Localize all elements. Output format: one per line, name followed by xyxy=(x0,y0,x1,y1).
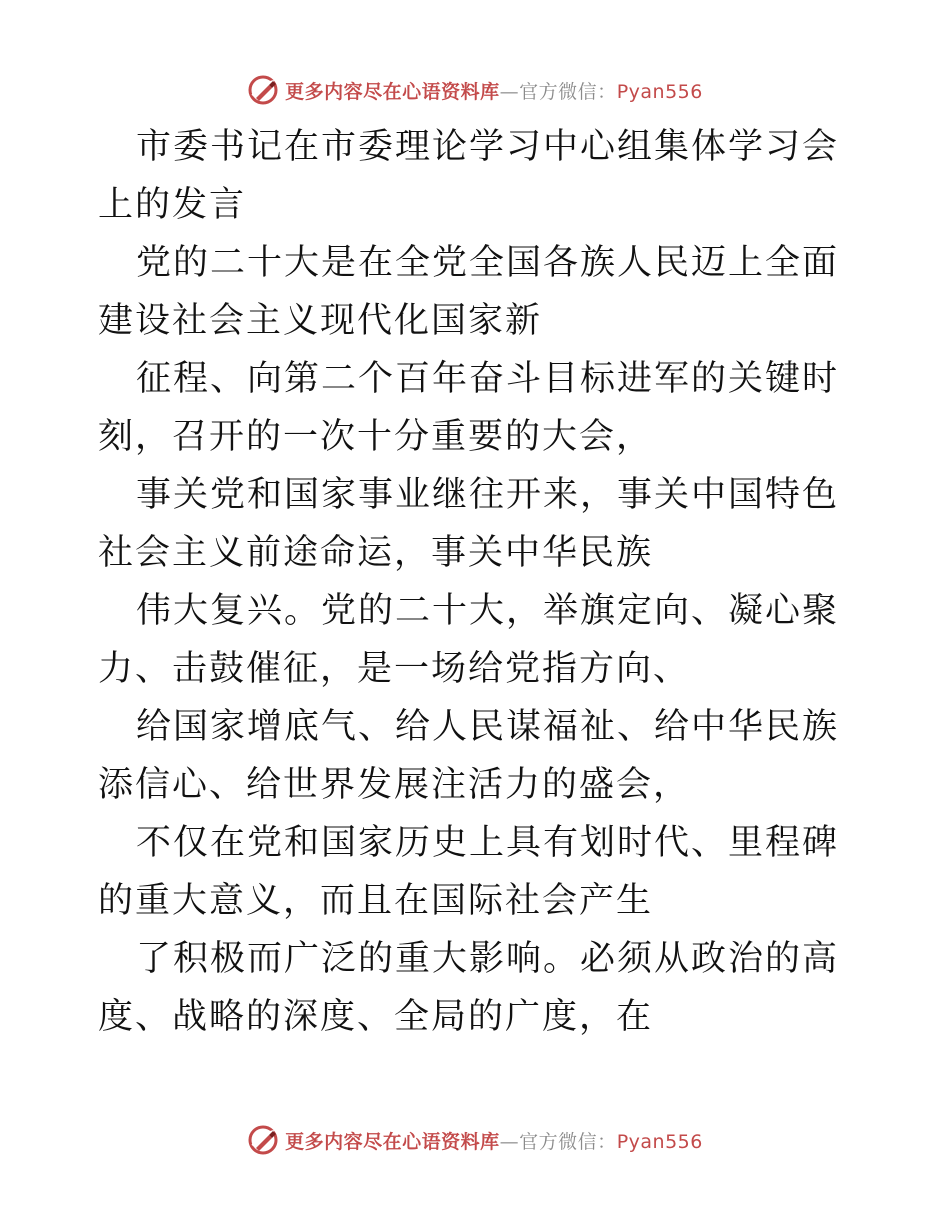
pen-ribbon-logo-icon xyxy=(247,1124,279,1156)
banner-separator: — xyxy=(499,1130,520,1153)
banner-wechat-label: 官方微信： xyxy=(519,80,617,103)
paragraph: 伟大复兴。党的二十大，举旗定向、凝心聚力、击鼓催征，是一场给党指方向、 xyxy=(98,591,840,689)
banner-text xyxy=(285,1127,703,1154)
banner-main-text: 更多内容尽在心语资料库 xyxy=(285,80,500,103)
paragraph: 事关党和国家事业继往开来，事关中国特色社会主义前途命运，事关中华民族 xyxy=(98,475,840,573)
paragraph: 征程、向第二个百年奋斗目标进军的关键时刻，召开的一次十分重要的大会， xyxy=(98,359,840,457)
banner-separator: — xyxy=(499,80,520,103)
header-banner xyxy=(0,70,950,110)
banner-wechat-id: Pyan556 xyxy=(616,80,703,103)
footer-banner xyxy=(0,1120,950,1160)
paragraph: 给国家增底气、给人民谋福祉、给中华民族添信心、给世界发展注活力的盛会， xyxy=(98,707,840,805)
pen-ribbon-logo-icon xyxy=(247,74,279,106)
paragraph: 党的二十大是在全党全国各族人民迈上全面建设社会主义现代化国家新 xyxy=(98,243,840,341)
banner-text xyxy=(285,77,703,104)
banner-wechat-id: Pyan556 xyxy=(616,1130,703,1153)
paragraph: 了积极而广泛的重大影响。必须从政治的高度、战略的深度、全局的广度，在 xyxy=(98,939,840,1037)
document-body xyxy=(98,118,858,1046)
banner-wechat-label: 官方微信： xyxy=(519,1130,617,1153)
banner-main-text: 更多内容尽在心语资料库 xyxy=(285,1130,500,1153)
paragraph: 不仅在党和国家历史上具有划时代、里程碑的重大意义，而且在国际社会产生 xyxy=(98,823,840,921)
paragraph-title: 市委书记在市委理论学习中心组集体学习会上的发言 xyxy=(98,127,840,225)
